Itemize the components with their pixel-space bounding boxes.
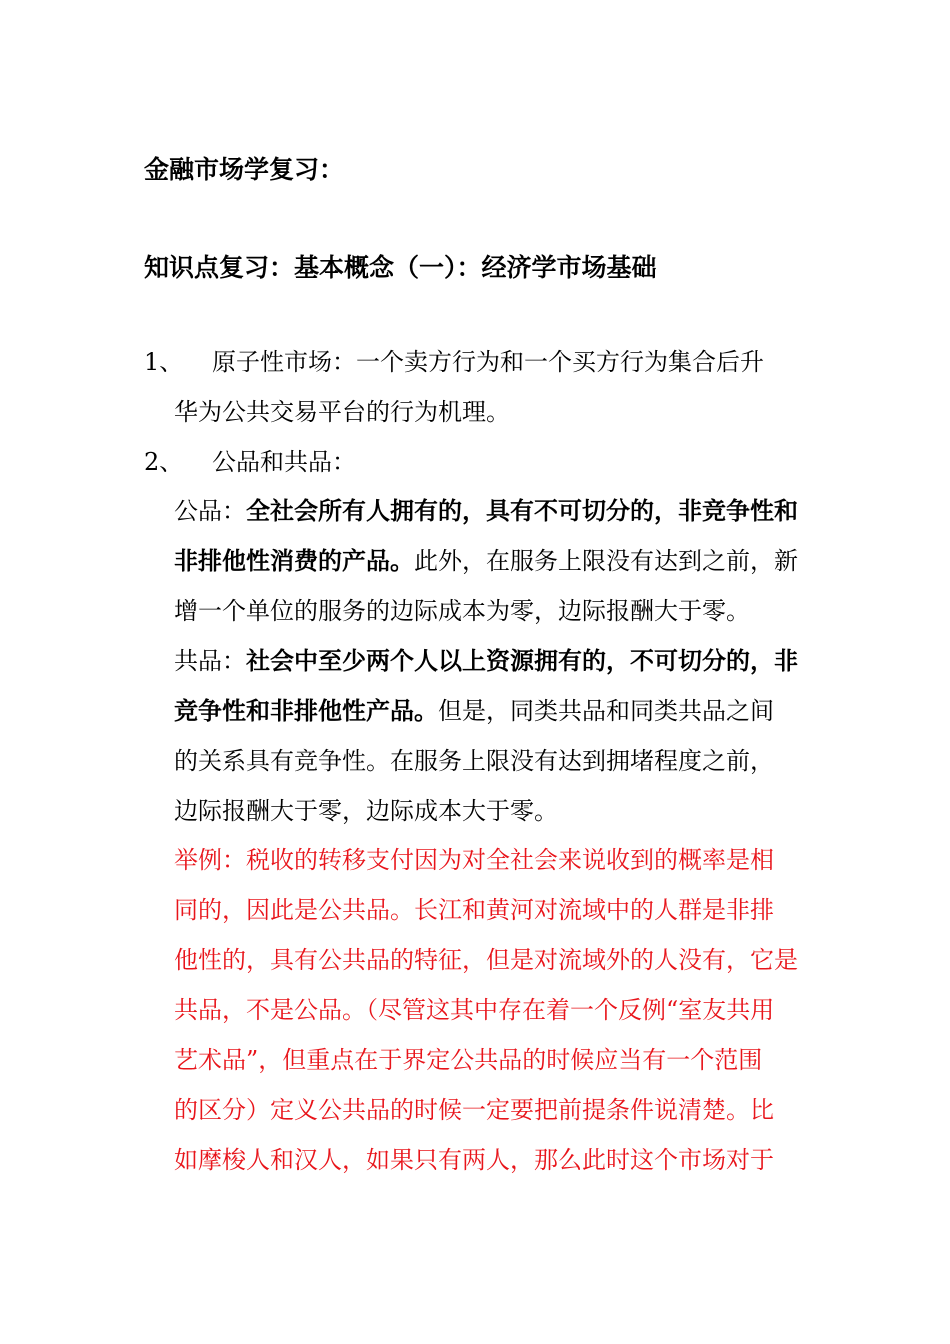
section-heading: 知识点复习：基本概念（一）：经济学市场基础 xyxy=(144,253,657,282)
definition-line xyxy=(174,536,814,586)
definition-line: 边际报酬大于零，边际成本大于零。 xyxy=(174,797,558,825)
example-line: 的区分）定义公共品的时候一定要把前提条件说清楚。比 xyxy=(174,1096,774,1124)
example-line: 举例：税收的转移支付因为对全社会来说收到的概率是相 xyxy=(174,846,774,874)
list-item-atomic-market xyxy=(144,337,814,437)
list-number: 2、 xyxy=(144,448,184,476)
definition-line xyxy=(174,486,814,536)
example-line: 同的，因此是公共品。长江和黄河对流域中的人群是非排 xyxy=(174,896,774,924)
definition-bold-text: 社会中至少两个人以上资源拥有的，不可切分的，非 xyxy=(246,647,798,675)
list-number: 1、 xyxy=(144,348,184,376)
example-line: 共品，不是公品。（尽管这其中存在着一个反例“室友共用 xyxy=(174,996,775,1024)
definition-line: 增一个单位的服务的边际成本为零，边际报酬大于零。 xyxy=(174,597,750,625)
example-line: 艺术品”，但重点在于界定公共品的时候应当有一个范围 xyxy=(174,1046,763,1074)
list-item-text: 原子性市场：一个卖方行为和一个买方行为集合后升 xyxy=(212,348,764,376)
example-line: 他性的，具有公共品的特征，但是对流域外的人没有，它是 xyxy=(174,946,798,974)
definition-line: 的关系具有竞争性。在服务上限没有达到拥堵程度之前， xyxy=(174,747,774,775)
definition-line xyxy=(174,636,814,686)
list-item-continuation: 华为公共交易平台的行为机理。 xyxy=(174,398,510,426)
example-paragraph xyxy=(174,835,814,1185)
list-item-text: 公品和共品： xyxy=(212,448,356,476)
definition-bold-text: 非排他性消费的产品。 xyxy=(174,547,414,575)
definition-gongpin-shared xyxy=(174,636,814,836)
definition-gongpin xyxy=(174,486,814,636)
definition-label: 公品： xyxy=(174,497,246,525)
definition-text: 但是，同类共品和同类共品之间 xyxy=(438,697,774,725)
example-line: 如摩梭人和汉人，如果只有两人，那么此时这个市场对于 xyxy=(174,1146,774,1174)
definition-label: 共品： xyxy=(174,647,246,675)
document-title: 金融市场学复习： xyxy=(144,155,345,184)
definition-bold-text: 全社会所有人拥有的，具有不可切分的，非竞争性和 xyxy=(246,497,798,525)
definition-bold-text: 竞争性和非排他性产品。 xyxy=(174,697,438,725)
definition-line xyxy=(174,686,814,736)
list-item-public-goods xyxy=(144,437,814,487)
definition-text: 此外，在服务上限没有达到之前，新 xyxy=(414,547,798,575)
